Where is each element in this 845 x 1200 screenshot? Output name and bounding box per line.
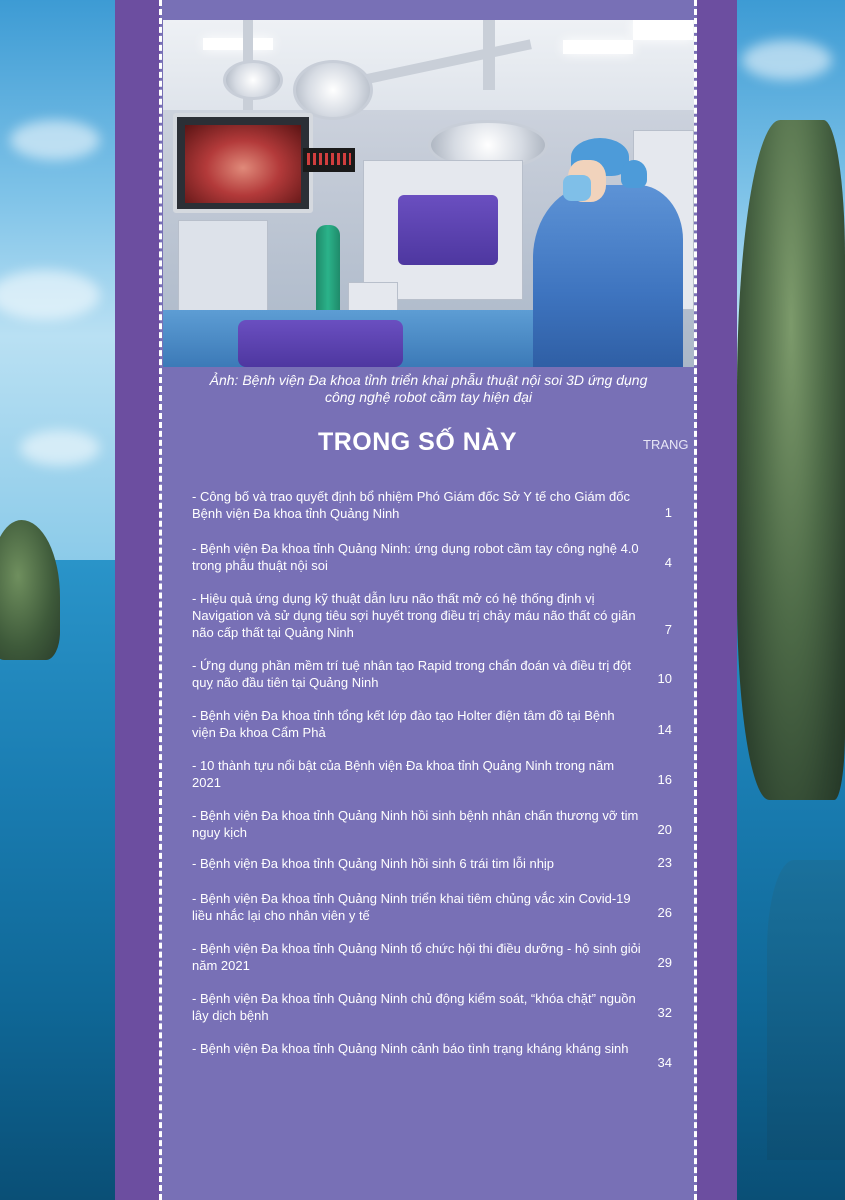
toc-item-title: - Bệnh viện Đa khoa tỉnh Quảng Ninh hồi sinh 6 trái tim lỗi nhịp	[192, 856, 555, 871]
toc-page-header: TRANG	[643, 437, 689, 452]
toc-item-page: 4	[664, 555, 672, 570]
toc-item-page: 10	[657, 671, 672, 686]
caption-line-1: Ảnh: Bệnh viện Đa khoa tỉnh triển khai phẫu thuật nội soi 3D ứng dụng	[209, 372, 648, 388]
toc-item-page: 34	[657, 1055, 672, 1070]
caption-line-2: công nghệ robot cầm tay hiện đại	[324, 389, 533, 405]
toc-item-title: - Ứng dụng phần mềm trí tuệ nhân tạo Rapid trong chẩn đoán và điều trị đột quỵ não đầu tiên tại Quảng Ninh	[192, 658, 631, 690]
dashed-border-right	[694, 0, 697, 1200]
background-left-scenery	[0, 0, 115, 1200]
toc-item-title: - Bệnh viện Đa khoa tỉnh Quảng Ninh hồi sinh bệnh nhân chấn thương vỡ tim nguy kịch	[192, 808, 639, 840]
toc-item-title: - Hiệu quả ứng dụng kỹ thuật dẫn lưu não thất mở có hệ thống định vị Navigation và sử dụng tiêu sợi huyết trong điều trị chảy máu não thất có giãn não cấp thất tại Quảng Ninh	[192, 591, 636, 640]
toc-item-title: - Bệnh viện Đa khoa tỉnh Quảng Ninh tổ chức hội thi điều dưỡng - hộ sinh giỏi năm 2021	[192, 941, 641, 973]
toc-item-title: - Bệnh viện Đa khoa tỉnh Quảng Ninh: ứng dụng robot cầm tay công nghệ 4.0 trong phẫu thuật nội soi	[192, 541, 639, 573]
toc-item-page: 29	[657, 955, 672, 970]
toc-item-page: 32	[657, 1005, 672, 1020]
photo-caption	[165, 372, 692, 406]
operating-room-photo	[163, 20, 694, 367]
toc-title: TRONG SỐ NÀY	[317, 428, 518, 456]
toc-item-page: 26	[657, 905, 672, 920]
toc-item-title: - Công bố và trao quyết định bổ nhiệm Phó Giám đốc Sở Y tế cho Giám đốc Bệnh viện Đa khoa tỉnh Quảng Ninh	[192, 489, 631, 521]
background-right-scenery	[737, 0, 845, 1200]
toc-item-page: 7	[664, 622, 672, 637]
toc-item-title: - Bệnh viện Đa khoa tỉnh tổng kết lớp đào tạo Holter điện tâm đồ tại Bệnh viện Đa khoa Cẩm Phả	[192, 708, 615, 740]
dashed-border-left	[159, 0, 162, 1200]
toc-item-title: - Bệnh viện Đa khoa tỉnh Quảng Ninh cảnh báo tình trạng kháng kháng sinh	[192, 1041, 629, 1056]
toc-item-page: 16	[657, 772, 672, 787]
toc-item-page: 23	[657, 855, 672, 870]
toc-item-page: 20	[657, 822, 672, 837]
toc-item-page: 1	[664, 505, 672, 520]
toc-item-title: - Bệnh viện Đa khoa tỉnh Quảng Ninh triển khai tiêm chủng vắc xin Covid-19 liều nhắc lại cho nhân viên y tế	[192, 891, 631, 923]
toc-item-title: - 10 thành tựu nổi bật của Bệnh viện Đa khoa tỉnh Quảng Ninh trong năm 2021	[192, 758, 615, 790]
toc-item-title: - Bệnh viện Đa khoa tỉnh Quảng Ninh chủ động kiểm soát, “khóa chặt” nguồn lây dịch bệnh	[192, 991, 636, 1023]
toc-item-page: 14	[657, 722, 672, 737]
